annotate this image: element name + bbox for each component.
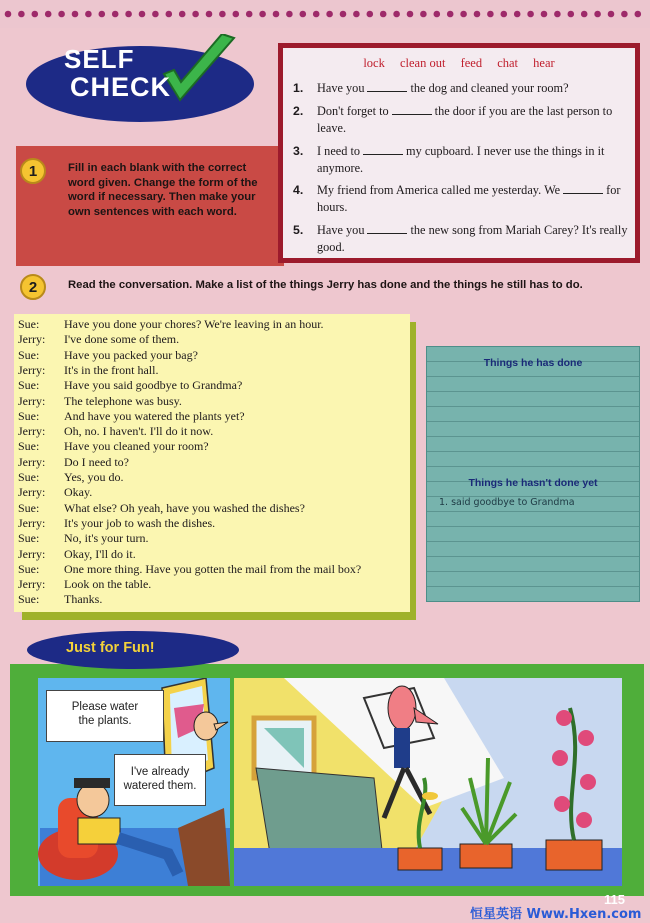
- conversation-speaker: Jerry:: [18, 393, 46, 408]
- question-number: 2.: [293, 104, 304, 118]
- border-dot: [72, 11, 79, 18]
- jerry-lists-box: [426, 346, 640, 602]
- word-bank-item: chat: [497, 56, 519, 70]
- question-item: [293, 103, 633, 137]
- top-dot-border: [0, 0, 650, 28]
- comic-panel-right: [234, 678, 622, 886]
- conversation-speaker: Jerry:: [18, 332, 46, 347]
- border-dot: [166, 11, 173, 18]
- conversation-speaker: Jerry:: [18, 577, 46, 592]
- border-dot: [85, 11, 92, 18]
- conversation-speaker: Sue:: [18, 317, 40, 331]
- exercise1-question-box: [278, 43, 640, 263]
- conversation-line: [18, 470, 123, 485]
- conversation-text: Do I need to?: [64, 454, 129, 469]
- answer-blank[interactable]: [363, 145, 403, 155]
- site-watermark: 恒星英语 Www.Hxen.com: [470, 907, 642, 922]
- border-dot: [152, 11, 159, 18]
- conversation-text: Have you cleaned your room?: [64, 439, 209, 454]
- conversation-text: One more thing. Have you gotten the mail from the mail box?: [64, 561, 362, 576]
- just-for-fun-label: Just for Fun!: [66, 640, 155, 656]
- conversation-speaker: Sue:: [18, 500, 40, 515]
- border-dot: [179, 11, 186, 18]
- border-dot: [313, 11, 320, 18]
- conversation-line: [18, 547, 136, 562]
- exercise1-number: 1: [20, 158, 46, 184]
- speech-bubble-reply: [114, 754, 206, 806]
- question-text-after: the new song from Mariah Carey? It's really good.: [317, 223, 628, 254]
- conversation-line: [18, 455, 129, 470]
- conversation-text: And have you watered the plants yet?: [64, 408, 245, 423]
- conversation-speaker: Sue:: [18, 531, 40, 546]
- conversation-text: Have you packed your bag?: [64, 347, 198, 362]
- conversation-speaker: Sue:: [18, 347, 40, 362]
- word-bank-item: clean out: [399, 56, 446, 70]
- page-number: 115: [604, 892, 625, 907]
- conversation-line: [18, 424, 213, 439]
- question-text-before: I need to: [317, 144, 361, 158]
- border-dot: [487, 11, 494, 18]
- answer-blank[interactable]: [367, 224, 407, 234]
- question-text-before: My friend from America called me yesterday. We: [317, 183, 561, 197]
- self-check-title-line2: CHECK: [70, 72, 172, 102]
- border-dot: [273, 11, 280, 18]
- border-dot: [5, 11, 12, 18]
- conversation-line: [18, 592, 102, 607]
- border-dot: [99, 11, 106, 18]
- border-dot: [139, 11, 146, 18]
- conversation-speaker: Sue:: [18, 470, 40, 484]
- things-not-done-heading: Things he hasn't done yet: [468, 477, 598, 489]
- border-dot: [434, 11, 441, 18]
- conversation-text: The telephone was busy.: [64, 393, 182, 408]
- border-dot: [621, 11, 628, 18]
- border-dot: [206, 11, 213, 18]
- question-item: [293, 222, 633, 256]
- border-dot: [581, 11, 588, 18]
- speech-bubble-line: I've already: [130, 766, 190, 778]
- word-bank-item: lock: [363, 56, 385, 70]
- conversation-text: It's your job to wash the dishes.: [64, 515, 216, 530]
- question-number: 4.: [293, 183, 304, 197]
- border-dot: [259, 11, 266, 18]
- conversation-text: Okay, I'll do it.: [64, 546, 136, 561]
- border-dot: [300, 11, 307, 18]
- border-dot: [192, 11, 199, 18]
- question-text-before: Have you: [317, 81, 365, 95]
- conversation-line: [18, 439, 209, 454]
- conversation-box: [14, 314, 410, 612]
- border-dot: [635, 11, 642, 18]
- question-text-after: for hours.: [317, 183, 621, 214]
- things-done-heading: Things he has done: [483, 357, 583, 369]
- border-dot: [393, 11, 400, 18]
- self-check-title-line1: SELF: [64, 44, 135, 74]
- conversation-speaker: Sue:: [18, 378, 40, 393]
- conversation-speaker: Sue:: [18, 592, 40, 607]
- question-text-after: the door if you are the last person to leave.: [317, 104, 613, 135]
- conversation-line: [18, 577, 151, 592]
- conversation-text: Oh, no. I haven't. I'll do it now.: [64, 424, 214, 439]
- border-dot: [219, 11, 226, 18]
- question-number: 5.: [293, 223, 304, 237]
- conversation-text: What else? Oh yeah, have you washed the dishes?: [64, 500, 305, 515]
- question-number: 1.: [293, 81, 304, 95]
- question-number: 3.: [293, 144, 304, 158]
- border-dot: [594, 11, 601, 18]
- border-dot: [568, 11, 575, 18]
- conversation-line: [18, 394, 182, 409]
- border-dot: [447, 11, 454, 18]
- conversation-line: [18, 317, 324, 332]
- word-bank-item: feed: [460, 56, 483, 70]
- border-dot: [286, 11, 293, 18]
- conversation-speaker: Jerry:: [18, 424, 46, 439]
- border-dot: [608, 11, 615, 18]
- speech-bubble-request: [46, 690, 164, 742]
- conversation-speaker: Jerry:: [18, 454, 46, 469]
- border-dot: [112, 11, 119, 18]
- conversation-text: Look on the table.: [64, 577, 152, 592]
- conversation-line: [18, 363, 158, 378]
- question-text-after: the dog and cleaned your room?: [410, 81, 569, 95]
- border-dot: [45, 11, 52, 18]
- things-not-done-item: 1. said goodbye to Grandma: [439, 497, 575, 508]
- conversation-line: [18, 562, 361, 577]
- border-dot: [514, 11, 521, 18]
- border-dot: [541, 11, 548, 18]
- exercise1-instruction: Fill in each blank with the correct word given. Change the form of the word if necessary. Then make your own sentences with each word.: [68, 162, 258, 218]
- conversation-speaker: Jerry:: [18, 485, 46, 500]
- border-dot: [474, 11, 481, 18]
- conversation-speaker: Jerry:: [18, 515, 46, 530]
- question-text-after: my cupboard. I never use the things in it anymore.: [317, 144, 605, 175]
- border-dot: [125, 11, 132, 18]
- border-dot: [233, 11, 240, 18]
- border-dot: [340, 11, 347, 18]
- border-dot: [246, 11, 253, 18]
- exercise2-number: 2: [20, 274, 46, 300]
- border-dot: [367, 11, 374, 18]
- conversation-line: [18, 501, 305, 516]
- conversation-speaker: Sue:: [18, 408, 40, 423]
- exercise2-instruction: Read the conversation. Make a list of the things Jerry has done and the things he still has to do.: [68, 279, 583, 291]
- conversation-text: Have you said goodbye to Grandma?: [64, 378, 243, 393]
- conversation-text: Yes, you do.: [64, 470, 124, 484]
- conversation-line: [18, 516, 215, 531]
- border-dot: [407, 11, 414, 18]
- conversation-line: [18, 531, 149, 546]
- conversation-text: Okay.: [64, 485, 93, 500]
- conversation-speaker: Jerry:: [18, 546, 46, 561]
- border-dot: [554, 11, 561, 18]
- answer-blank[interactable]: [367, 82, 407, 92]
- conversation-line: [18, 409, 245, 424]
- speech-bubble-line: the plants.: [78, 715, 132, 727]
- question-item: [293, 80, 633, 97]
- word-bank: [283, 56, 635, 71]
- conversation-text: I've done some of them.: [64, 332, 180, 347]
- conversation-line: [18, 332, 179, 347]
- border-dot: [353, 11, 360, 18]
- conversation-speaker: Jerry:: [18, 362, 46, 377]
- speech-bubble-line: watered them.: [123, 780, 197, 792]
- conversation-speaker: Sue:: [18, 439, 40, 454]
- answer-blank[interactable]: [392, 105, 432, 115]
- conversation-text: No, it's your turn.: [64, 531, 149, 546]
- border-dot: [420, 11, 427, 18]
- speech-bubble-line: Please water: [71, 701, 139, 713]
- conversation-text: Thanks.: [64, 592, 103, 607]
- border-dot: [460, 11, 467, 18]
- question-text-before: Don't forget to: [317, 104, 389, 118]
- question-item: [293, 182, 633, 216]
- conversation-line: [18, 348, 198, 363]
- conversation-line: [18, 378, 242, 393]
- conversation-speaker: Sue:: [18, 561, 40, 576]
- conversation-text: It's in the front hall.: [64, 362, 159, 377]
- conversation-line: [18, 485, 92, 500]
- border-dot: [380, 11, 387, 18]
- question-text-before: Have you: [317, 223, 365, 237]
- conversation-text: Have you done your chores? We're leaving in an hour.: [64, 317, 324, 331]
- word-bank-item: hear: [533, 56, 555, 70]
- answer-blank[interactable]: [563, 184, 603, 194]
- border-dot: [58, 11, 65, 18]
- border-dot: [501, 11, 508, 18]
- border-dot: [527, 11, 534, 18]
- question-item: [293, 143, 633, 177]
- border-dot: [32, 11, 39, 18]
- border-dot: [18, 11, 25, 18]
- border-dot: [326, 11, 333, 18]
